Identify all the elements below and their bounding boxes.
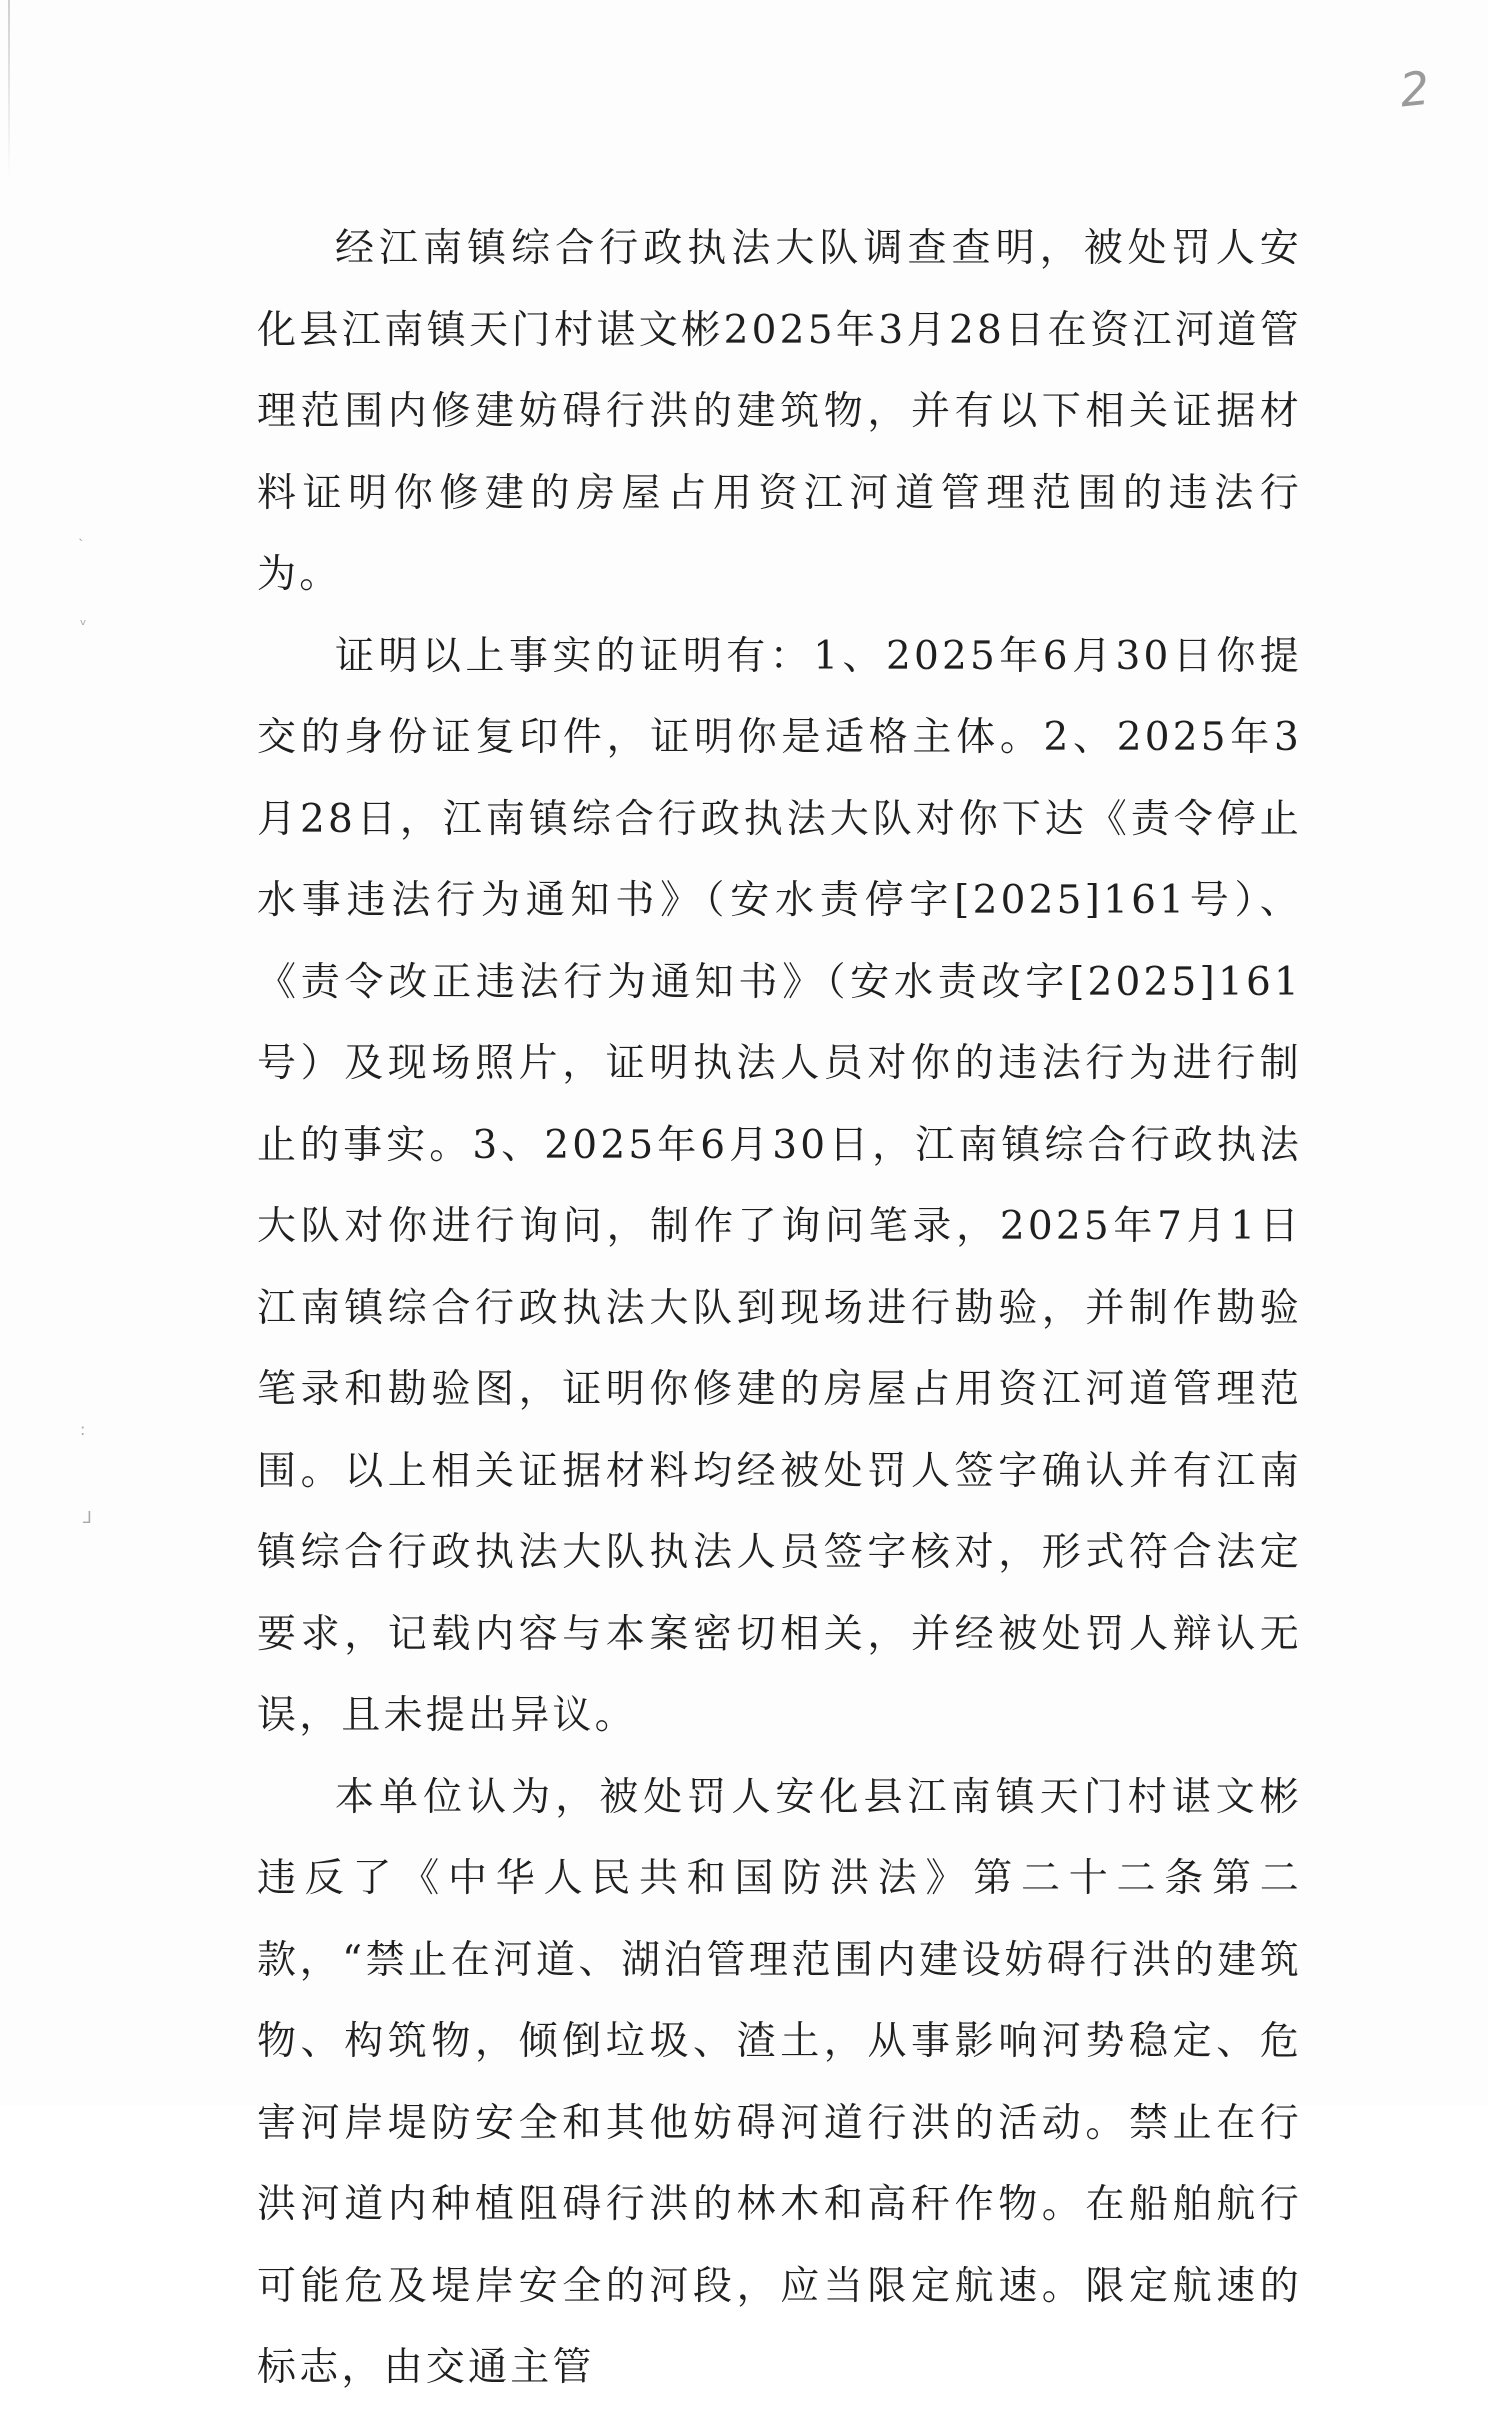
scan-speck: : bbox=[80, 1420, 86, 1439]
paragraph-evidence: 证明以上事实的证明有：1、2025年6月30日你提交的身份证复印件，证明你是适格主体。2、2025年3月28日，江南镇综合行政执法大队对你下达《责令停止水事违法行为通知书》（安水责停字[2025]161号）、《责令改正违法行为通知书》（安水责改字[2025]161号）及现场照片，证明执法人员对你的违法行为进行制止的事实。3、2025年6月30日，江南镇综合行政执法大队对你进行询问，制作了询问笔录，2025年7月1日江南镇综合行政执法大队到现场进行勘验，并制作勘验笔录和勘验图，证明你修建的房屋占用资江河道管理范围。以上相关证据材料均经被处罚人签字确认并有江南镇综合行政执法大队执法人员签字核对，形式符合法定要求，记载内容与本案密切相关，并经被处罚人辩认无误，且未提出异议。 bbox=[257, 633, 1302, 1738]
paragraph-investigation: 经江南镇综合行政执法大队调查查明，被处罚人安化县江南镇天门村谌文彬2025年3月28日在资江河道管理范围内修建妨碍行洪的建筑物，并有以下相关证据材料证明你修建的房屋占用资江河道管理范围的违法行为。 bbox=[257, 226, 1302, 597]
scan-speck: ᵥ bbox=[80, 610, 87, 629]
paragraph-finding: 本单位认为，被处罚人安化县江南镇天门村谌文彬违反了《中华人民共和国防洪法》第二十二条第二款，“禁止在河道、湖泊管理范围内建设妨碍行洪的建筑物、构筑物，倾倒垃圾、渣土，从事影响河势稳定、危害河岸堤防安全和其他妨碍河道行洪的活动。禁止在行洪河道内种植阻碍行洪的林木和高秆作物。在船舶航行可能危及堤岸安全的河段，应当限定航速。限定航速的标志，由交通主管 bbox=[257, 1774, 1302, 2390]
scan-edge bbox=[8, 0, 10, 180]
scan-speck: ˴ bbox=[78, 528, 84, 547]
scan-speck: ᒧ bbox=[82, 1508, 92, 1527]
document-body bbox=[257, 208, 1302, 2409]
handwritten-page-number: 2 bbox=[1397, 60, 1433, 118]
